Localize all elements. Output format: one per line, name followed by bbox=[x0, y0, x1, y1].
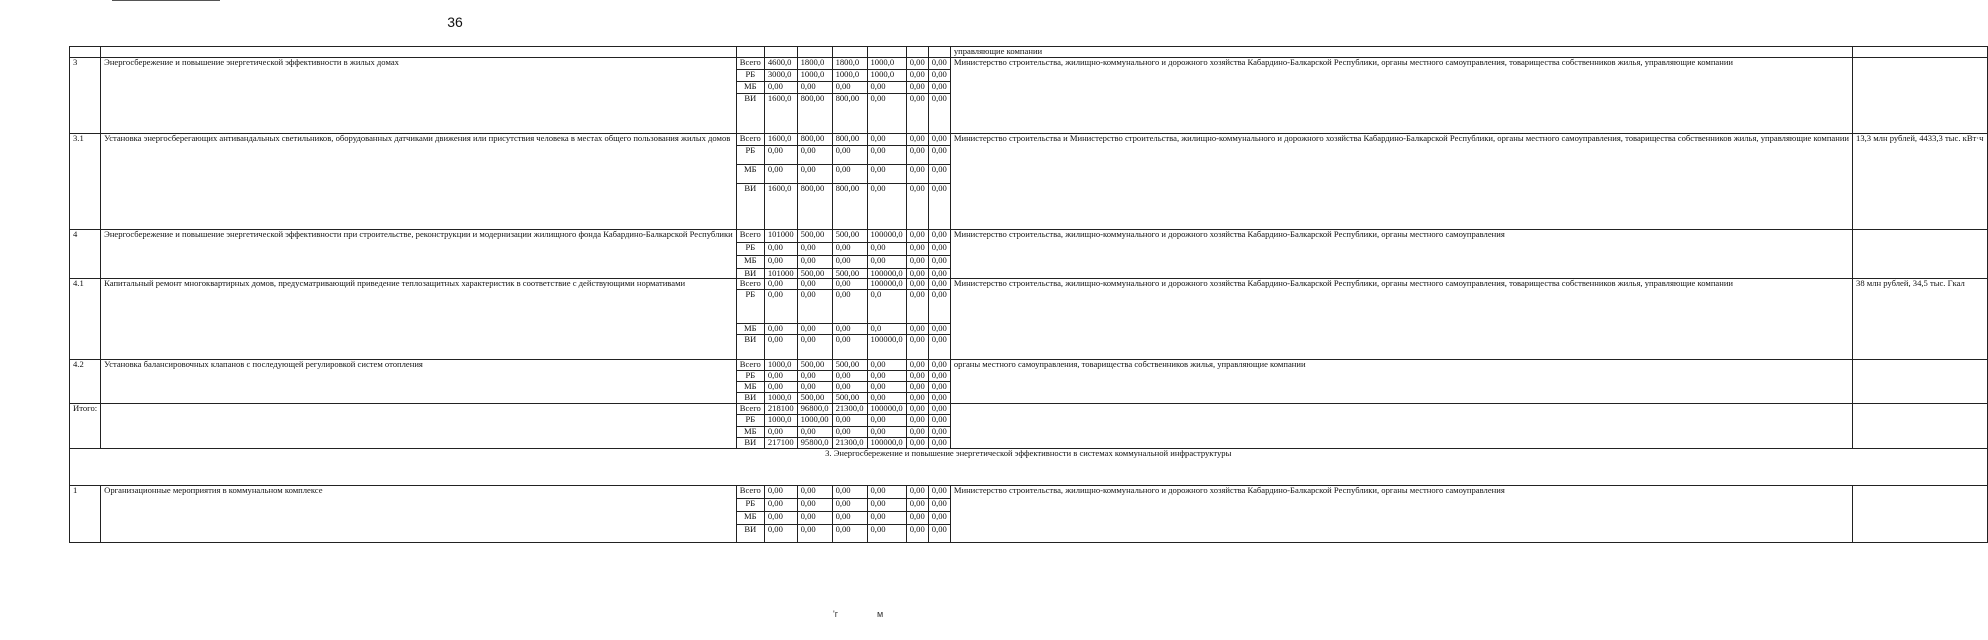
amount-cell: 1000,00 bbox=[797, 414, 832, 426]
funding-source: ВИ bbox=[736, 393, 764, 404]
amount-cell: 0,00 bbox=[906, 164, 928, 183]
amount-cell: 0,00 bbox=[906, 290, 928, 324]
corner-mark-right: м bbox=[877, 609, 884, 619]
amount-cell: 0,00 bbox=[867, 524, 906, 542]
amount-cell: 0,00 bbox=[928, 511, 950, 524]
amount-cell: 1800,0 bbox=[797, 57, 832, 69]
amount-cell: 800,00 bbox=[832, 93, 867, 133]
amount-cell: 1800,0 bbox=[832, 57, 867, 69]
table-row bbox=[70, 47, 1988, 58]
item-number: 3.1 bbox=[70, 133, 101, 229]
funding-source: МБ bbox=[736, 164, 764, 183]
amount-cell: 0,00 bbox=[867, 93, 906, 133]
amount-cell: 4600,0 bbox=[764, 57, 797, 69]
item-number: Итого: bbox=[70, 403, 101, 448]
funding-source: РБ bbox=[736, 69, 764, 81]
amount-cell: 0,00 bbox=[928, 242, 950, 255]
amount-cell: 0,00 bbox=[764, 164, 797, 183]
table-row bbox=[70, 279, 1988, 290]
amount-cell: 0,00 bbox=[832, 242, 867, 255]
amount-cell: 800,00 bbox=[832, 183, 867, 229]
table-row bbox=[70, 229, 1988, 242]
funding-source: МБ bbox=[736, 81, 764, 93]
amount-cell: 500,00 bbox=[797, 393, 832, 404]
amount-cell: 100000,0 bbox=[867, 335, 906, 360]
amount-cell: 0,00 bbox=[928, 403, 950, 414]
section-row bbox=[70, 448, 1988, 485]
amount-cell: 0,00 bbox=[928, 382, 950, 393]
amount-cell: 0,00 bbox=[906, 437, 928, 448]
table-row bbox=[70, 57, 1988, 69]
amount-cell: 0,00 bbox=[832, 382, 867, 393]
amount-cell: 0,00 bbox=[832, 335, 867, 360]
table-row bbox=[70, 133, 1988, 145]
amount-cell bbox=[867, 47, 906, 58]
expected-result bbox=[1853, 485, 1987, 542]
amount-cell: 1000,0 bbox=[764, 414, 797, 426]
amount-cell: 0,00 bbox=[797, 81, 832, 93]
amount-cell: 0,00 bbox=[906, 382, 928, 393]
amount-cell: 0,00 bbox=[906, 183, 928, 229]
amount-cell: 0,00 bbox=[832, 511, 867, 524]
amount-cell: 0,00 bbox=[928, 393, 950, 404]
amount-cell: 1000,0 bbox=[867, 69, 906, 81]
amount-cell: 0,00 bbox=[832, 414, 867, 426]
funding-source: Всего bbox=[736, 360, 764, 371]
amount-cell: 0,00 bbox=[906, 511, 928, 524]
funding-source: ВИ bbox=[736, 524, 764, 542]
amount-cell: 0,00 bbox=[797, 255, 832, 268]
amount-cell: 218100 bbox=[764, 403, 797, 414]
amount-cell: 0,00 bbox=[764, 335, 797, 360]
item-name: Установка балансировочных клапанов с последующей регулировкой систем отопления bbox=[101, 360, 737, 404]
amount-cell: 0,00 bbox=[764, 371, 797, 382]
amount-cell: 0,00 bbox=[867, 133, 906, 145]
amount-cell: 95800,0 bbox=[797, 437, 832, 448]
amount-cell: 0,00 bbox=[832, 498, 867, 511]
amount-cell: 0,00 bbox=[906, 371, 928, 382]
executor: Министерство строительства, жилищно-коммунального и дорожного хозяйства Кабардино-Балкарской Республики, органы местного самоуправления bbox=[950, 485, 1852, 542]
amount-cell: 0,00 bbox=[867, 242, 906, 255]
amount-cell: 0,00 bbox=[906, 81, 928, 93]
amount-cell: 0,00 bbox=[797, 335, 832, 360]
amount-cell: 0,00 bbox=[764, 485, 797, 498]
funding-source: ВИ bbox=[736, 335, 764, 360]
amount-cell: 101000 bbox=[764, 229, 797, 242]
amount-cell: 0,0 bbox=[867, 290, 906, 324]
funding-source: МБ bbox=[736, 426, 764, 437]
executor: органы местного самоуправления, товарищества собственников жилья, управляющие компании bbox=[950, 360, 1852, 404]
amount-cell: 0,00 bbox=[906, 133, 928, 145]
amount-cell: 0,00 bbox=[764, 498, 797, 511]
funding-source: Всего bbox=[736, 133, 764, 145]
amount-cell: 0,00 bbox=[867, 81, 906, 93]
amount-cell: 0,00 bbox=[906, 335, 928, 360]
item-number: 4.1 bbox=[70, 279, 101, 360]
amount-cell: 0,00 bbox=[867, 164, 906, 183]
expected-result bbox=[1853, 47, 1987, 58]
amount-cell: 0,00 bbox=[867, 360, 906, 371]
item-name bbox=[101, 403, 737, 448]
section-heading: 3. Энергосбережение и повышение энергетической эффективности в системах коммунальной инфраструктуры bbox=[70, 448, 1988, 485]
amount-cell: 3000,0 bbox=[764, 69, 797, 81]
amount-cell bbox=[906, 47, 928, 58]
amount-cell: 100000,0 bbox=[867, 279, 906, 290]
amount-cell: 0,00 bbox=[797, 279, 832, 290]
amount-cell: 0,00 bbox=[928, 183, 950, 229]
amount-cell: 100000,0 bbox=[867, 268, 906, 279]
amount-cell: 0,00 bbox=[906, 255, 928, 268]
amount-cell: 0,00 bbox=[797, 382, 832, 393]
amount-cell: 500,00 bbox=[832, 229, 867, 242]
funding-source: Всего bbox=[736, 229, 764, 242]
item-number: 4.2 bbox=[70, 360, 101, 404]
amount-cell: 0,00 bbox=[928, 524, 950, 542]
amount-cell: 0,00 bbox=[906, 485, 928, 498]
amount-cell: 0,00 bbox=[764, 524, 797, 542]
amount-cell: 0,00 bbox=[797, 371, 832, 382]
amount-cell: 217100 bbox=[764, 437, 797, 448]
funding-source: Всего bbox=[736, 57, 764, 69]
amount-cell: 0,00 bbox=[906, 57, 928, 69]
amount-cell: 0,00 bbox=[928, 426, 950, 437]
amount-cell: 0,00 bbox=[928, 133, 950, 145]
funding-source: РБ bbox=[736, 242, 764, 255]
executor bbox=[950, 403, 1852, 448]
table-row bbox=[70, 403, 1988, 414]
amount-cell: 0,00 bbox=[928, 335, 950, 360]
amount-cell: 800,00 bbox=[797, 93, 832, 133]
amount-cell: 0,00 bbox=[928, 437, 950, 448]
amount-cell: 0,00 bbox=[906, 145, 928, 164]
amount-cell: 0,00 bbox=[797, 498, 832, 511]
amount-cell: 0,00 bbox=[764, 255, 797, 268]
amount-cell: 0,00 bbox=[906, 414, 928, 426]
amount-cell: 0,00 bbox=[867, 371, 906, 382]
top-scan-line bbox=[112, 0, 220, 1]
expected-result bbox=[1853, 403, 1987, 448]
funding-source: МБ bbox=[736, 255, 764, 268]
amount-cell: 0,00 bbox=[928, 498, 950, 511]
amount-cell: 0,00 bbox=[906, 93, 928, 133]
amount-cell: 1600,0 bbox=[764, 93, 797, 133]
amount-cell: 21300,0 bbox=[832, 403, 867, 414]
table-row bbox=[70, 485, 1988, 498]
amount-cell: 0,00 bbox=[797, 164, 832, 183]
funding-source: ВИ bbox=[736, 183, 764, 229]
amount-cell: 0,00 bbox=[797, 524, 832, 542]
amount-cell bbox=[832, 47, 867, 58]
item-name: Организационные мероприятия в коммунальном комплексе bbox=[101, 485, 737, 542]
amount-cell: 0,00 bbox=[832, 324, 867, 335]
funding-source: МБ bbox=[736, 324, 764, 335]
amount-cell: 0,00 bbox=[928, 414, 950, 426]
funding-source: РБ bbox=[736, 145, 764, 164]
amount-cell: 0,00 bbox=[797, 145, 832, 164]
amount-cell: 0,00 bbox=[764, 145, 797, 164]
amount-cell: 1000,0 bbox=[832, 69, 867, 81]
amount-cell: 0,00 bbox=[928, 268, 950, 279]
amount-cell: 0,00 bbox=[832, 145, 867, 164]
amount-cell: 0,00 bbox=[867, 511, 906, 524]
amount-cell: 0,00 bbox=[797, 290, 832, 324]
amount-cell: 0,00 bbox=[797, 485, 832, 498]
item-number bbox=[70, 47, 101, 58]
table-row bbox=[70, 360, 1988, 371]
corner-mark-left: 'г bbox=[833, 609, 839, 619]
executor: Министерство строительства, жилищно-коммунального и дорожного хозяйства Кабардино-Балкарской Республики, органы местного самоуправления, товарищества собственников жилья, управляющие компании bbox=[950, 57, 1852, 133]
funding-source: ВИ bbox=[736, 93, 764, 133]
item-number: 4 bbox=[70, 229, 101, 279]
amount-cell: 500,00 bbox=[797, 360, 832, 371]
amount-cell: 0,00 bbox=[764, 324, 797, 335]
amount-cell: 0,00 bbox=[764, 382, 797, 393]
item-name bbox=[101, 47, 737, 58]
amount-cell: 100000,0 bbox=[867, 229, 906, 242]
funding-source: ВИ bbox=[736, 437, 764, 448]
item-name: Энергосбережение и повышение энергетической эффективности при строительстве, реконструкции и модернизации жилищного фонда Кабардино-Балкарской Республики bbox=[101, 229, 737, 279]
amount-cell: 0,00 bbox=[928, 229, 950, 242]
executor: управляющие компании bbox=[950, 47, 1852, 58]
amount-cell: 0,00 bbox=[764, 426, 797, 437]
amount-cell bbox=[764, 47, 797, 58]
funding-source: Всего bbox=[736, 279, 764, 290]
amount-cell: 0,00 bbox=[797, 324, 832, 335]
amount-cell: 0,00 bbox=[906, 403, 928, 414]
expected-result bbox=[1853, 57, 1987, 133]
amount-cell: 0,00 bbox=[906, 242, 928, 255]
amount-cell: 500,00 bbox=[797, 268, 832, 279]
item-name: Капитальный ремонт многоквартирных домов, предусматривающий приведение теплозащитных характеристик в соответствие с действующими нормативами bbox=[101, 279, 737, 360]
amount-cell: 0,00 bbox=[832, 371, 867, 382]
amount-cell: 0,00 bbox=[928, 164, 950, 183]
funding-source: Всего bbox=[736, 485, 764, 498]
amount-cell: 0,00 bbox=[906, 360, 928, 371]
amount-cell: 0,00 bbox=[832, 290, 867, 324]
amount-cell: 0,00 bbox=[928, 93, 950, 133]
amount-cell: 21300,0 bbox=[832, 437, 867, 448]
amount-cell: 0,00 bbox=[928, 81, 950, 93]
amount-cell: 800,00 bbox=[797, 133, 832, 145]
amount-cell: 0,00 bbox=[906, 69, 928, 81]
item-name: Энергосбережение и повышение энергетической эффективности в жилых домах bbox=[101, 57, 737, 133]
amount-cell: 800,00 bbox=[797, 183, 832, 229]
amount-cell: 0,00 bbox=[764, 81, 797, 93]
executor: Министерство строительства, жилищно-коммунального и дорожного хозяйства Кабардино-Балкарской Республики, органы местного самоуправления, товарищества собственников жилья, управляющие компании bbox=[950, 279, 1852, 360]
executor: Министерство строительства и Министерство строительства, жилищно-коммунального и дорожного хозяйства Кабардино-Балкарской Республики, органы местного самоуправления, товарищества собственников жилья, управляющие компании bbox=[950, 133, 1852, 229]
amount-cell: 0,00 bbox=[867, 183, 906, 229]
amount-cell: 1000,0 bbox=[867, 57, 906, 69]
amount-cell: 0,00 bbox=[867, 393, 906, 404]
amount-cell: 0,00 bbox=[867, 255, 906, 268]
amount-cell: 0,00 bbox=[928, 485, 950, 498]
amount-cell: 0,00 bbox=[764, 279, 797, 290]
amount-cell: 0,00 bbox=[906, 524, 928, 542]
amount-cell: 0,00 bbox=[832, 524, 867, 542]
amount-cell bbox=[797, 47, 832, 58]
amount-cell: 0,00 bbox=[906, 498, 928, 511]
amount-cell: 0,00 bbox=[797, 426, 832, 437]
amount-cell: 0,00 bbox=[867, 485, 906, 498]
funding-source bbox=[736, 47, 764, 58]
amount-cell: 1000,0 bbox=[764, 393, 797, 404]
funding-source: Всего bbox=[736, 403, 764, 414]
amount-cell: 0,00 bbox=[928, 57, 950, 69]
amount-cell: 0,00 bbox=[832, 279, 867, 290]
amount-cell: 0,00 bbox=[764, 511, 797, 524]
amount-cell: 500,00 bbox=[832, 360, 867, 371]
funding-source: РБ bbox=[736, 371, 764, 382]
amount-cell: 1000,0 bbox=[764, 360, 797, 371]
amount-cell: 96800,0 bbox=[797, 403, 832, 414]
amount-cell: 0,00 bbox=[867, 145, 906, 164]
amount-cell: 0,00 bbox=[928, 255, 950, 268]
amount-cell: 0,00 bbox=[928, 145, 950, 164]
amount-cell: 0,00 bbox=[764, 290, 797, 324]
amount-cell bbox=[928, 47, 950, 58]
expected-result bbox=[1853, 229, 1987, 279]
amount-cell: 500,00 bbox=[797, 229, 832, 242]
amount-cell: 0,00 bbox=[906, 268, 928, 279]
amount-cell: 800,00 bbox=[832, 133, 867, 145]
amount-cell: 0,00 bbox=[867, 426, 906, 437]
funding-source: МБ bbox=[736, 382, 764, 393]
amount-cell: 0,00 bbox=[928, 371, 950, 382]
amount-cell: 100000,0 bbox=[867, 437, 906, 448]
funding-source: ВИ bbox=[736, 268, 764, 279]
amount-cell: 0,00 bbox=[797, 511, 832, 524]
amount-cell: 500,00 bbox=[832, 268, 867, 279]
amount-cell: 0,00 bbox=[906, 279, 928, 290]
amount-cell: 0,00 bbox=[867, 382, 906, 393]
amount-cell: 0,00 bbox=[928, 279, 950, 290]
funding-source: РБ bbox=[736, 290, 764, 324]
amount-cell: 1600,0 bbox=[764, 183, 797, 229]
funding-source: РБ bbox=[736, 498, 764, 511]
amount-cell: 0,00 bbox=[928, 69, 950, 81]
executor: Министерство строительства, жилищно-коммунального и дорожного хозяйства Кабардино-Балкарской Республики, органы местного самоуправления bbox=[950, 229, 1852, 279]
amount-cell: 0,00 bbox=[928, 360, 950, 371]
item-number: 1 bbox=[70, 485, 101, 542]
amount-cell: 0,0 bbox=[867, 324, 906, 335]
amount-cell: 0,00 bbox=[906, 393, 928, 404]
amount-cell: 0,00 bbox=[906, 324, 928, 335]
amount-cell: 500,00 bbox=[832, 393, 867, 404]
amount-cell: 1600,0 bbox=[764, 133, 797, 145]
amount-cell: 0,00 bbox=[764, 242, 797, 255]
funding-source: МБ bbox=[736, 511, 764, 524]
amount-cell: 0,00 bbox=[928, 324, 950, 335]
amount-cell: 0,00 bbox=[832, 426, 867, 437]
amount-cell: 0,00 bbox=[832, 164, 867, 183]
expected-result: 13,3 млн рублей, 4433,3 тыс. кВт·ч bbox=[1853, 133, 1987, 229]
item-number: 3 bbox=[70, 57, 101, 133]
amount-cell: 0,00 bbox=[906, 229, 928, 242]
expected-result: 38 млн рублей, 34,5 тыс. Гкал bbox=[1853, 279, 1987, 360]
funding-source: РБ bbox=[736, 414, 764, 426]
expected-result bbox=[1853, 360, 1987, 404]
amount-cell: 1000,0 bbox=[797, 69, 832, 81]
amount-cell: 100000,0 bbox=[867, 403, 906, 414]
amount-cell: 0,00 bbox=[867, 498, 906, 511]
amount-cell: 0,00 bbox=[832, 255, 867, 268]
amount-cell: 0,00 bbox=[906, 426, 928, 437]
amount-cell: 0,00 bbox=[797, 242, 832, 255]
amount-cell: 101000 bbox=[764, 268, 797, 279]
amount-cell: 0,00 bbox=[832, 485, 867, 498]
page-number: 36 bbox=[447, 14, 463, 30]
amount-cell: 0,00 bbox=[867, 414, 906, 426]
amount-cell: 0,00 bbox=[928, 290, 950, 324]
item-name: Установка энергосберегающих антивандальных светильников, оборудованных датчиками движения или присутствия человека в местах общего пользования жилых домов bbox=[101, 133, 737, 229]
program-table bbox=[69, 46, 1988, 543]
amount-cell: 0,00 bbox=[832, 81, 867, 93]
